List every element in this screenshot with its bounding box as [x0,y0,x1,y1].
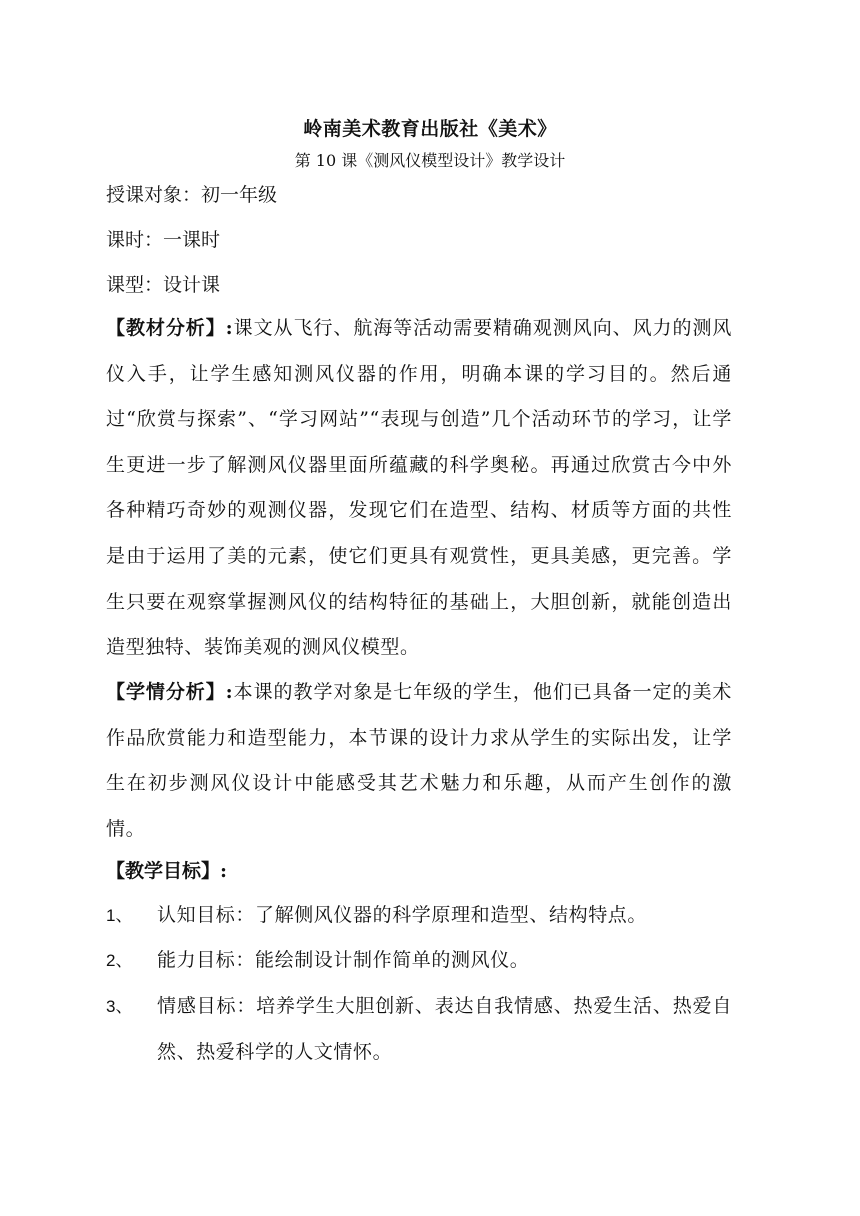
student-analysis [106,670,732,852]
textbook-analysis-text: 课文从飞行、航海等活动需要精确观测风向、风力的测风仪入手，让学生感知测风仪器的作用，明确本课的学习目的。然后通过“欣赏与探索”、“学习网站”“表现与创造”几个活动环节的学习，让学生更进一步了解测风仪器里面所蕴藏的科学奥秘。再通过欣赏古今中外各种精巧奇妙的观测仪器，发现它们在造型、结构、材质等方面的共性是由于运用了美的元素，使它们更具有观赏性，更具美感，更完善。学生只要在观察掌握测风仪的结构特征的基础上，大胆创新，就能创造出造型独特、装饰美观的测风仪模型。 [106,317,732,659]
goal-number: 1、 [106,906,133,925]
info-duration: 课时：一课时 [106,229,221,251]
textbook-analysis [106,306,732,671]
goal-item: 情感目标：培养学生大胆创新、表达自我情感、热爱生活、热爱自然、热爱科学的人文情怀。 [157,995,732,1063]
textbook-analysis-heading: 【教材分析】: [106,317,234,339]
teaching-goals-heading: 【教学目标】: [106,860,228,882]
student-analysis-heading: 【学情分析】: [106,681,234,703]
info-audience: 授课对象：初一年级 [106,184,278,206]
info-lesson-type: 课型：设计课 [106,274,221,296]
goal-item: 认知目标：了解侧风仪器的科学原理和造型、结构特点。 [157,904,648,926]
goal-number: 2、 [106,951,133,970]
goal-number: 3、 [106,997,133,1016]
goal-item: 能力目标：能绘制设计制作简单的测风仪。 [157,949,530,971]
student-analysis-text: 本课的教学对象是七年级的学生，他们已具备一定的美术作品欣赏能力和造型能力，本节课的设计力求从学生的实际出发，让学生在初步测风仪设计中能感受其艺术魅力和乐趣，从而产生创作的激情。 [106,681,732,840]
document-subtitle: 第 10 课《测风仪模型设计》教学设计 [294,151,566,170]
document-title: 岭南美术教育出版社《美术》 [303,118,557,140]
